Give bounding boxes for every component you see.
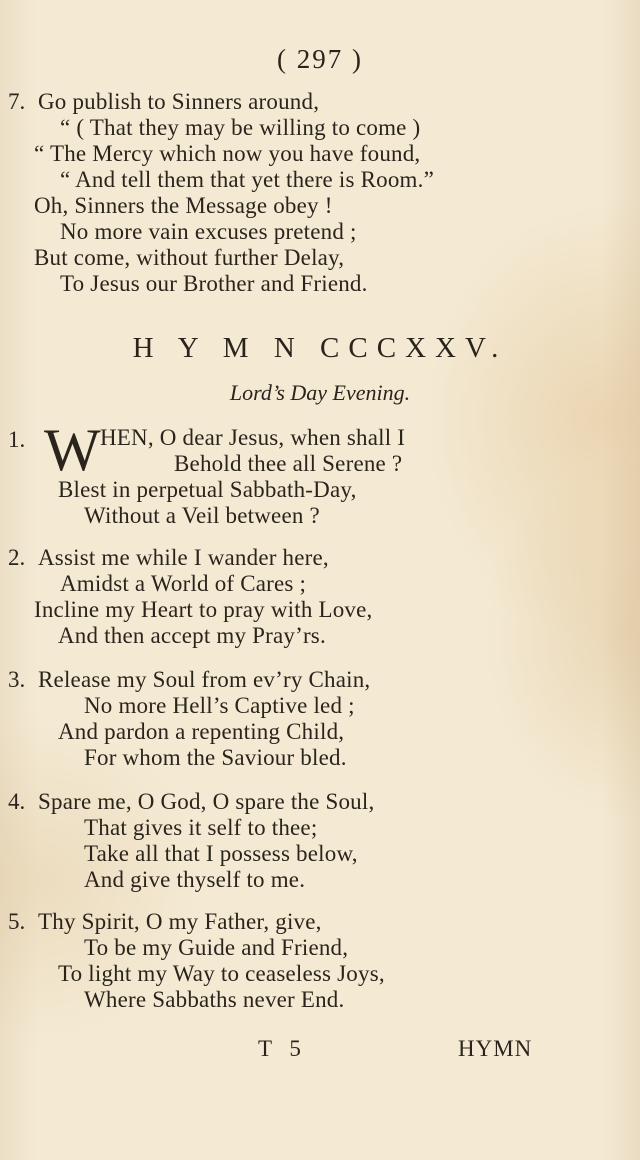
verse-number: 3. [8,667,26,692]
verse-line: “ And tell them that yet there is Room.” [60,167,435,192]
verse-line: Without a Veil between ? [84,503,320,528]
drop-cap: W [44,417,101,483]
verse-line: Thy Spirit, O my Father, give, [38,909,322,934]
page-number: ( 297 ) [277,44,363,74]
verse-line: To Jesus our Brother and Friend. [60,271,368,296]
verse-line: Blest in perpetual Sabbath-Day, [58,477,357,502]
verse-number: 2. [8,545,26,570]
catchword: HYMN [458,1036,533,1061]
verse-number: 4. [8,789,26,814]
verse-line: For whom the Saviour bled. [84,745,347,770]
verse-line: But come, without further Delay, [34,245,345,270]
verse-number: 7. [8,89,26,114]
verse-line: Go publish to Sinners around, [38,89,320,114]
verse-line: HEN, O dear Jesus, when shall I [100,425,406,450]
verse-line: Where Sabbaths never End. [84,987,345,1012]
verse-line: And give thyself to me. [84,867,306,892]
verse-line: “ The Mercy which now you have found, [34,141,421,166]
verse-line: Oh, Sinners the Message obey ! [34,193,333,218]
verse-line: To be my Guide and Friend, [84,935,349,960]
verse-number: 5. [8,909,26,934]
verse-line: “ ( That they may be willing to come ) [60,115,421,140]
verse-line: And pardon a repenting Child, [58,719,345,744]
verse-line: Assist me while I wander here, [38,545,329,570]
verse-line: Take all that I possess below, [84,841,358,866]
verse-line: No more Hell’s Captive led ; [84,693,355,718]
signature-mark: T 5 [258,1036,307,1061]
verse-line: Behold thee all Serene ? [174,451,403,476]
verse-line: Spare me, O God, O spare the Soul, [38,789,375,814]
verse-line: To light my Way to ceaseless Joys, [58,961,385,986]
hymn-title: H Y M N CCCXXV. [132,332,508,364]
verse-number: 1. [8,427,26,452]
verse-line: And then accept my Pray’rs. [58,623,326,648]
hymn-occasion: Lord’s Day Evening. [229,380,411,405]
verse-line: Amidst a World of Cares ; [60,571,307,596]
verse-line: Incline my Heart to pray with Love, [34,597,373,622]
verse-line: That gives it self to thee; [84,815,318,840]
verse-line: Release my Soul from ev’ry Chain, [38,667,371,692]
verse-line: No more vain excuses pretend ; [60,219,357,244]
